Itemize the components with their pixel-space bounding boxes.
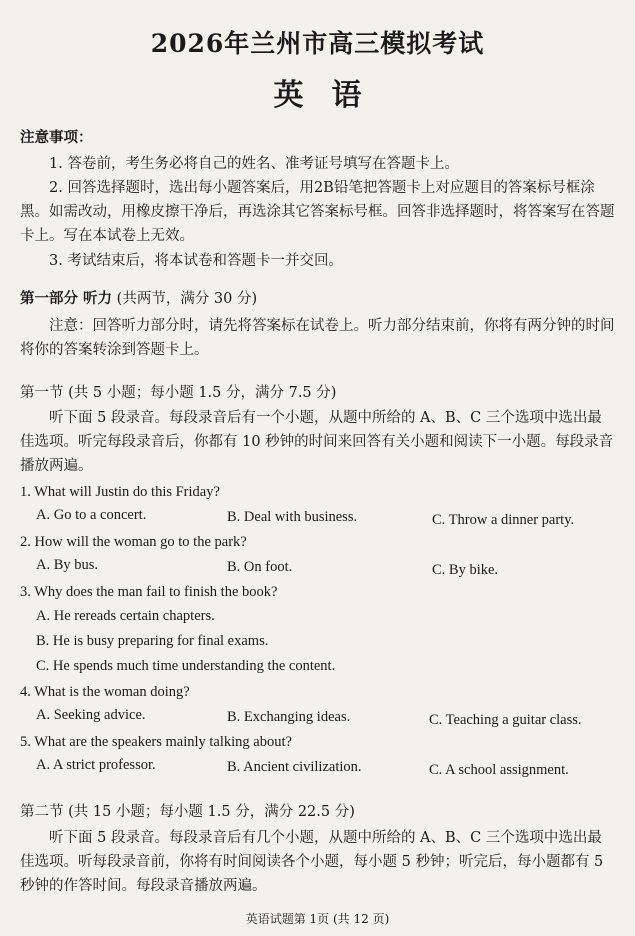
section2-instructions: 听下面 5 段录音。每段录音后有几个小题，从题中所给的 A、B、C 三个选项中选出最佳选项。听每段录音前，你将有时间阅读各个小题，每小题 5 秒钟；听完后，每小题都有 5 秒钟的作答时间。每段录音播放两遍。 bbox=[20, 830, 604, 894]
q3-option-c: C. He spends much time understanding the content. bbox=[36, 658, 336, 674]
question-2: 2. How will the woman go to the park? bbox=[20, 534, 247, 550]
q5-option-c: C. A school assignment. bbox=[429, 762, 569, 778]
q1-option-c: C. Throw a dinner party. bbox=[432, 512, 575, 528]
question-5: 5. What are the speakers mainly talking about? bbox=[20, 734, 292, 750]
exam-title: 2026年兰州市高三模拟考试 bbox=[150, 29, 485, 58]
q5-option-b: B. Ancient civilization. bbox=[227, 759, 362, 775]
q2-option-c: C. By bike. bbox=[432, 562, 499, 578]
notice-item-1: 1. 答卷前，考生务必将自己的姓名、准考证号填写在答题卡上。 bbox=[49, 156, 459, 172]
notice-item-3: 3. 考试结束后，将本试卷和答题卡一并交回。 bbox=[49, 253, 343, 269]
q4-option-c: C. Teaching a guitar class. bbox=[429, 712, 582, 728]
section1-instructions: 听下面 5 段录音。每段录音后有一个小题，从题中所给的 A、B、C 三个选项中选出最佳选项。听完每段录音后，你都有 10 秒钟的时间来回答有关小题和阅读下一小题。每段录音播放两遍。 bbox=[20, 410, 614, 474]
q4-option-b: B. Exchanging ideas. bbox=[227, 709, 351, 725]
q5-option-a: A. A strict professor. bbox=[36, 757, 156, 773]
notice-item-2: 2. 回答选择题时，选出每小题答案后，用2B铅笔把答题卡上对应题目的答案标号框涂黑。如需改动，用橡皮擦干净后，再选涂其它答案标号框。回答非选择题时，将答案写在答题卡上。写在本试卷上无效。 bbox=[20, 180, 615, 244]
notice-heading: 注意事项： bbox=[20, 129, 93, 146]
q4-option-a: A. Seeking advice. bbox=[36, 707, 146, 723]
q3-option-a: A. He rereads certain chapters. bbox=[36, 608, 215, 624]
q1-option-b: B. Deal with business. bbox=[227, 509, 358, 525]
section1-heading: 第一节 (共 5 小题；每小题 1.5 分，满分 7.5 分) bbox=[20, 385, 337, 401]
question-1: 1. What will Justin do this Friday? bbox=[20, 484, 220, 500]
q2-option-b: B. On foot. bbox=[227, 559, 293, 575]
part1-heading-bold: 第一部分 听力 bbox=[20, 290, 113, 307]
q3-option-b: B. He is busy preparing for final exams. bbox=[36, 633, 269, 649]
subject-title: 英语 bbox=[273, 78, 390, 113]
section2-heading: 第二节 (共 15 小题；每小题 1.5 分，满分 22.5 分) bbox=[20, 804, 355, 820]
question-4: 4. What is the woman doing? bbox=[20, 684, 190, 700]
part1-heading bbox=[20, 288, 615, 310]
q2-option-a: A. By bus. bbox=[36, 557, 99, 573]
question-3: 3. Why does the man fail to finish the book? bbox=[20, 584, 278, 600]
part1-note: 注意：回答听力部分时，请先将答案标在试卷上。听力部分结束前，你将有两分钟的时间将你的答案转涂到答题卡上。 bbox=[20, 318, 615, 358]
part1-heading-rest: (共两节，满分 30 分) bbox=[116, 291, 258, 307]
q1-option-a: A. Go to a concert. bbox=[36, 507, 147, 523]
page-footer: 英语试题第 1页 (共 12 页) bbox=[245, 912, 390, 926]
